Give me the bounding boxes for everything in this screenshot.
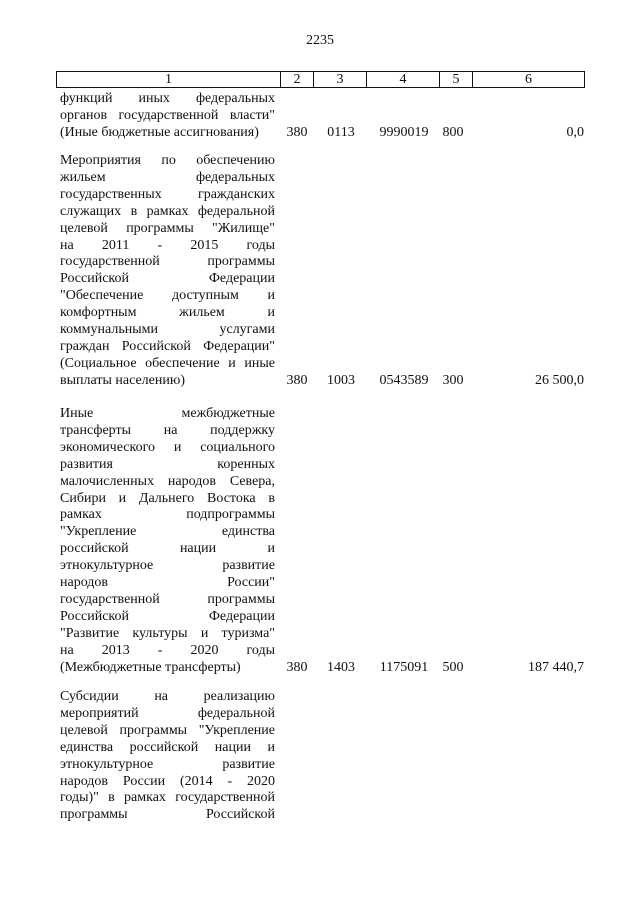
cell-c2: 380 [286, 659, 308, 675]
description-line: Мероприятия по обеспечению [60, 153, 275, 168]
description-line: комфортным жильем и [60, 305, 275, 321]
description-line: целевой программы "Жилище" [60, 220, 275, 236]
description-line: функций иных федеральных [60, 91, 275, 106]
description-line: жильем федеральных [60, 169, 275, 185]
row-description [60, 91, 275, 142]
description-line: коммунальными услугами [60, 322, 275, 338]
description-line: малочисленных народов Севера, [60, 473, 275, 489]
description-line: экономического и социального [60, 439, 275, 455]
row-description [60, 406, 275, 677]
description-line: органов государственной власти" [60, 107, 275, 123]
description-line: (Социальное обеспечение и иные [60, 355, 275, 371]
cell-c2: 380 [286, 124, 308, 140]
description-line: этнокультурное развитие [60, 756, 275, 772]
description-line: "Укрепление единства [60, 524, 275, 540]
description-line: Российской Федерации [60, 271, 275, 287]
table-header [56, 71, 585, 88]
description-line: мероприятий федеральной [60, 705, 275, 721]
description-line: государственных гражданских [60, 186, 275, 202]
cell-c6: 0,0 [566, 124, 584, 140]
description-line: российской нации и [60, 541, 275, 557]
description-line: Иные межбюджетные [60, 406, 275, 421]
row-description [60, 153, 275, 390]
header-col-5: 5 [440, 72, 473, 87]
description-line: на 2011 - 2015 годы [60, 237, 275, 253]
cell-c6: 26 500,0 [535, 372, 584, 388]
description-line: Сибири и Дальнего Востока в [60, 490, 275, 506]
page-number: 2235 [306, 33, 334, 48]
header-col-6: 6 [525, 72, 532, 87]
description-line: государственной программы [60, 591, 275, 607]
description-line: (Межбюджетные трансферты) [60, 659, 241, 675]
header-col-3: 3 [314, 72, 367, 87]
header-col-1: 1 [57, 72, 281, 87]
cell-c4: 0543589 [379, 372, 429, 388]
description-line: Российской Федерации [60, 608, 275, 624]
description-line: "Развитие культуры и туризма" [60, 625, 275, 641]
description-line: программы Российской [60, 807, 275, 823]
cell-c3: 1003 [327, 372, 355, 388]
cell-c4: 1175091 [379, 659, 429, 675]
description-line: Субсидии на реализацию [60, 689, 275, 704]
cell-c3: 0113 [327, 124, 355, 140]
description-line: целевой программы "Укрепление [60, 722, 275, 738]
description-line: единства российской нации и [60, 739, 275, 755]
description-line: граждан Российской Федерации" [60, 338, 275, 354]
description-line: этнокультурное развитие [60, 558, 275, 574]
cell-c5: 800 [442, 124, 464, 140]
description-line: на 2013 - 2020 годы [60, 642, 275, 658]
cell-c5: 300 [442, 372, 464, 388]
cell-c4: 9990019 [379, 124, 429, 140]
description-line: государственной программы [60, 254, 275, 270]
description-line: народов России" [60, 575, 275, 591]
header-col-4: 4 [367, 72, 440, 87]
description-line: рамках подпрограммы [60, 507, 275, 523]
description-line: "Обеспечение доступным и [60, 288, 275, 304]
description-line: выплаты населению) [60, 372, 185, 388]
cell-c2: 380 [286, 372, 308, 388]
header-col-2: 2 [281, 72, 314, 87]
cell-c3: 1403 [327, 659, 355, 675]
description-line: народов России (2014 - 2020 [60, 773, 275, 789]
row-description [60, 689, 275, 824]
description-line: развития коренных [60, 456, 275, 472]
description-line: трансферты на поддержку [60, 422, 275, 438]
description-line: (Иные бюджетные ассигнования) [60, 124, 259, 140]
description-line: служащих в рамках федеральной [60, 203, 275, 219]
cell-c6: 187 440,7 [528, 659, 584, 675]
cell-c5: 500 [442, 659, 464, 675]
description-line: годы)" в рамках государственной [60, 790, 275, 806]
